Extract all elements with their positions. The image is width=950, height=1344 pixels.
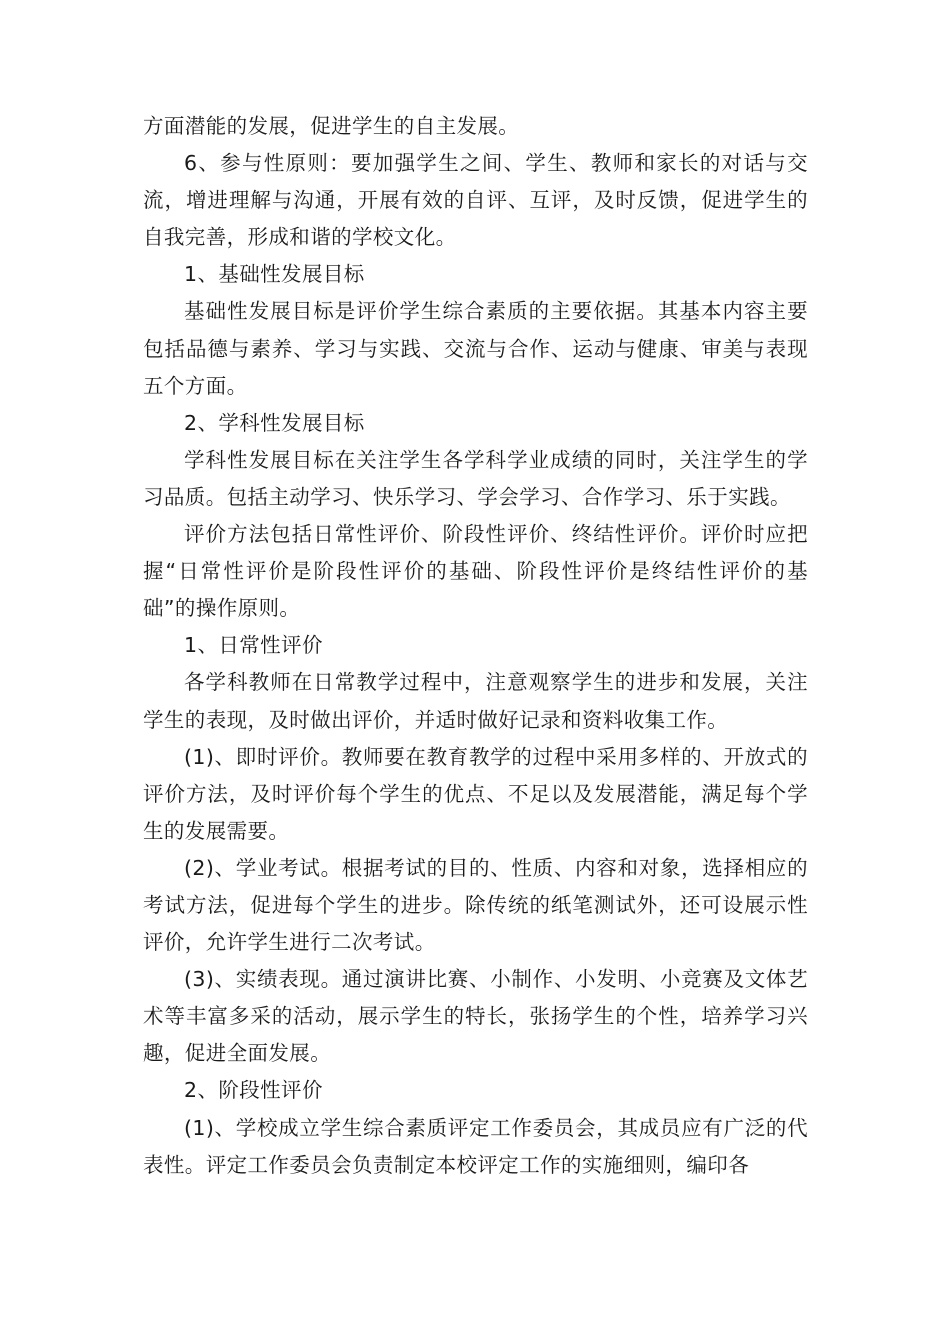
heading-daily-evaluation: 1、日常性评价	[184, 633, 323, 658]
paragraph-subject-goal: 学科性发展目标在关注学生各学科学业成绩的同时，关注学生的学习品质。包括主动学习、快乐学习、学会学习、合作学习、乐于实践。	[143, 447, 808, 509]
paragraph-daily-evaluation: 各学科教师在日常教学过程中，注意观察学生的进步和发展，关注学生的表现，及时做出评价，并适时做好记录和资料收集工作。	[143, 670, 808, 732]
paragraph-evaluation-methods: 评价方法包括日常性评价、阶段性评价、终结性评价。评价时应把握“日常性评价是阶段性评价的基础、阶段性评价是终结性评价的基础”的操作原则。	[143, 522, 808, 621]
paragraph-instant-evaluation: (1)、即时评价。教师要在教育教学的过程中采用多样的、开放式的评价方法，及时评价每个学生的优点、不足以及发展潜能，满足每个学生的发展需要。	[143, 744, 808, 843]
heading-stage-evaluation: 2、阶段性评价	[184, 1078, 323, 1103]
paragraph-committee: (1)、学校成立学生综合素质评定工作委员会，其成员应有广泛的代表性。评定工作委员会负责制定本校评定工作的实施细则，编印各	[143, 1115, 808, 1177]
paragraph-basic-goal: 基础性发展目标是评价学生综合素质的主要依据。其基本内容主要包括品德与素养、学习与实践、交流与合作、运动与健康、审美与表现五个方面。	[143, 299, 808, 398]
paragraph-performance: (3)、实绩表现。通过演讲比赛、小制作、小发明、小竞赛及文体艺术等丰富多采的活动，展示学生的特长，张扬学生的个性，培养学习兴趣，促进全面发展。	[143, 967, 808, 1066]
heading-basic-goal: 1、基础性发展目标	[184, 262, 365, 287]
paragraph-academic-exam: (2)、学业考试。根据考试的目的、性质、内容和对象，选择相应的考试方法，促进每个学生的进步。除传统的纸笔测试外，还可设展示性评价，允许学生进行二次考试。	[143, 855, 808, 955]
document-body	[143, 108, 808, 1184]
paragraph-continuation: 方面潜能的发展，促进学生的自主发展。	[143, 114, 520, 138]
heading-subject-goal: 2、学科性发展目标	[184, 410, 365, 435]
paragraph-principle-6: 6、参与性原则：要加强学生之间、学生、教师和家长的对话与交流，增进理解与沟通，开展有效的自评、互评，及时反馈，促进学生的自我完善，形成和谐的学校文化。	[143, 151, 808, 250]
